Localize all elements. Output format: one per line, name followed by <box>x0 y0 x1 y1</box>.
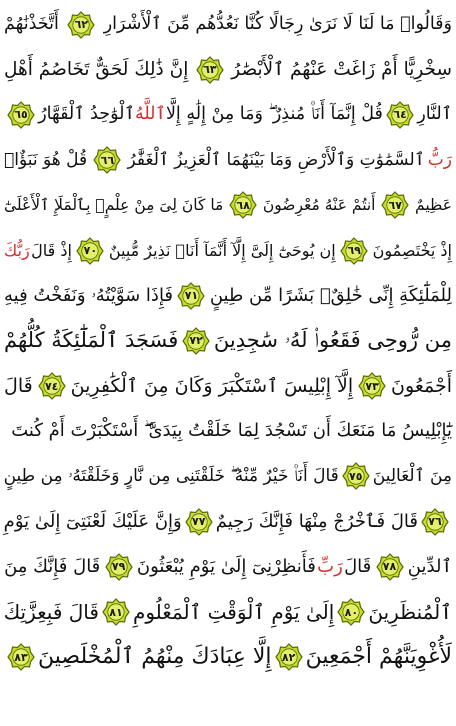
ayah-number: ٦٨ <box>236 198 250 212</box>
ayah-number: ٧٦ <box>428 515 442 529</box>
verse-text: سِخْرِيًّا أَمْ زَاغَتْ عَنْهُمُ ٱلْأَبْصَٰرُ <box>231 58 452 80</box>
verse-text: لِلْمَلَٰٓئِكَةِ إِنِّى خَٰلِقٌۢ بَشَرًا مِّن طِينٍ <box>209 284 452 306</box>
verse-line <box>4 47 452 92</box>
verse-line <box>4 2 452 47</box>
ayah-number-marker-icon <box>386 101 414 129</box>
divine-name-text: ٱللَّهُ <box>134 104 166 125</box>
verse-text: مِنَ ٱلْعَالِينَ <box>372 465 452 486</box>
verse-text: قَالَ فَٱخْرُجْ مِنْهَا فَإِنَّكَ رَجِيمٌ <box>215 510 418 532</box>
verse-line <box>4 589 452 634</box>
verse-line <box>4 409 452 454</box>
verse-text: قُلْ هُوَ نَبَؤٌا۟ <box>4 149 88 170</box>
verse-text: مِن رُّوحِى فَقَعُوا۟ لَهُۥ سَٰجِدِينَ <box>213 328 452 353</box>
verse-text: إِنَّ ذَٰلِكَ لَحَقٌّ تَخَاصُمُ أَهْلِ <box>4 58 189 80</box>
ayah-number-marker-icon <box>185 508 213 536</box>
verse-line <box>4 138 452 183</box>
verse-line <box>4 228 452 273</box>
ayah-number: ٨١ <box>109 605 123 619</box>
verse-text: إِلَّا عِبَادَكَ مِنْهُمُ ٱلْمُخْلَصِينَ <box>38 644 272 670</box>
ayah-number: ٧٠ <box>83 244 98 258</box>
ayah-number: ٧٣ <box>365 379 379 393</box>
ayah-number-marker-icon <box>67 11 95 39</box>
verse-text: قَالَ أَنَا۠ خَيْرٌ مِّنْهُ ۖ خَلَقْتَنِى مِن نَّارٍ وَخَلَقْتَهُۥ مِن طِينٍ <box>3 465 339 486</box>
ayah-number-marker-icon <box>358 372 386 400</box>
divine-name-text: رَبُّكَ <box>4 240 30 260</box>
verse-text: قُلْ إِنَّمَآ أَنَا۠ مُنذِرٌ ۖ وَمَا مِنْ إِلَٰهٍ إِلَّا <box>165 104 383 125</box>
verse-text: قَالَ <box>344 555 372 577</box>
ayah-number-marker-icon <box>229 191 257 219</box>
verse-text: فَأَنظِرْنِىٓ إِلَىٰ يَوْمِ يُبْعَثُونَ <box>136 555 316 577</box>
verse-line <box>4 635 452 680</box>
ayah-number-marker-icon <box>177 282 205 310</box>
ayah-number-marker-icon <box>105 553 133 581</box>
verse-text: ٱلسَّمَٰوَٰتِ وَٱلْأَرْضِ وَمَا بَيْنَهُمَا ٱلْعَزِيزُ ٱلْغَفَّٰرُ <box>127 149 425 170</box>
ayah-number-marker-icon <box>340 237 368 265</box>
ayah-number: ٨٠ <box>344 605 359 619</box>
ayah-number-marker-icon <box>337 598 365 626</box>
verse-text: قَالَ فَبِعِزَّتِكَ <box>3 600 99 625</box>
verse-text: ٱلدِّينِ <box>407 555 452 577</box>
verse-text: فَسَجَدَ ٱلْمَلَٰٓئِكَةُ كُلُّهُمْ <box>4 328 179 353</box>
verse-line <box>4 273 452 318</box>
ayah-number: ٦٦ <box>100 153 115 167</box>
verse-text: إِذْ قَالَ <box>31 240 72 260</box>
verse-text: قَالَ <box>4 374 33 397</box>
ayah-number-marker-icon <box>38 372 66 400</box>
verse-line <box>4 92 452 137</box>
ayah-number-marker-icon <box>342 462 370 490</box>
verse-text: أَنتُمْ عَنْهُ مُعْرِضُونَ <box>262 195 376 214</box>
verse-text: مَا كَانَ لِىَ مِنْ عِلْمٍۭ بِٱلْمَلَإِ ٱلْأَعْلَىٰٓ <box>4 195 224 214</box>
verse-line <box>4 364 452 409</box>
ayah-number-marker-icon <box>102 598 130 626</box>
verse-text: لَأُغْوِيَنَّهُمْ أَجْمَعِينَ <box>305 644 452 670</box>
ayah-number-marker-icon <box>76 237 104 265</box>
ayah-number: ٦٥ <box>14 108 28 122</box>
verse-text: فَإِذَا سَوَّيْتُهُۥ وَنَفَخْتُ فِيهِ <box>4 284 174 306</box>
ayah-number: ٧١ <box>184 289 199 303</box>
ayah-number-marker-icon <box>182 327 210 355</box>
verse-text: قَالَ فَإِنَّكَ مِنَ <box>4 555 101 577</box>
ayah-number: ٧٧ <box>192 515 206 529</box>
ayah-number: ٨٣ <box>14 650 28 664</box>
ayah-number: ٧٢ <box>189 334 203 348</box>
ayah-number: ٧٨ <box>382 560 397 574</box>
ayah-number: ٨٢ <box>281 650 296 664</box>
verse-line <box>4 183 452 228</box>
verse-text: يَٰٓإِبْلِيسُ مَا مَنَعَكَ أَن تَسْجُدَ لِمَا خَلَقْتُ بِيَدَىَّ ۖ أَسْتَكْبَرْتَ أَمْ كُنتَ <box>11 420 452 442</box>
verse-text: وَقَالُوا۟ مَا لَنَا لَا نَرَىٰ رِجَالًا كُنَّا نَعُدُّهُم مِّنَ ٱلْأَشْرَارِ <box>103 13 452 34</box>
ayah-number: ٧٥ <box>349 469 363 483</box>
verse-text: عَظِيمٌ <box>415 195 452 214</box>
verse-text: إِلَّآ إِبْلِيسَ ٱسْتَكْبَرَ وَكَانَ مِنَ ٱلْكَٰفِرِينَ <box>70 374 354 397</box>
divine-name-text: رَبِّ <box>317 555 343 577</box>
ayah-number-marker-icon <box>196 56 224 84</box>
ayah-number-marker-icon <box>93 146 121 174</box>
ayah-number-marker-icon <box>421 508 449 536</box>
ayah-number-marker-icon <box>7 101 35 129</box>
verse-text: إِلَىٰ يَوْمِ ٱلْوَقْتِ ٱلْمَعْلُومِ <box>132 600 335 625</box>
ayah-number: ٦٤ <box>393 108 407 122</box>
verse-text: أَجْمَعُونَ <box>391 374 452 397</box>
ayah-number: ٦٧ <box>388 198 402 212</box>
verse-line <box>4 454 452 499</box>
verse-text: ٱلْمُنظَرِينَ <box>368 600 452 625</box>
verse-text: ٱلْوَٰحِدُ ٱلْقَهَّارُ <box>38 104 135 125</box>
ayah-number: ٦٣ <box>203 63 217 77</box>
verse-text: ٱلنَّارِ <box>417 104 452 125</box>
ayah-number: ٧٤ <box>44 379 59 393</box>
ayah-number-marker-icon <box>7 643 35 671</box>
ayah-number: ٦٩ <box>347 244 361 258</box>
verse-line <box>4 544 452 589</box>
verse-text: إِن يُوحَىٰٓ إِلَىَّ إِلَّآ أَنَّمَآ أَنَا۠ نَذِيرٌ مُّبِينٌ <box>108 240 336 260</box>
ayah-number-marker-icon <box>376 553 404 581</box>
ayah-number: ٦٢ <box>74 18 88 32</box>
verse-line <box>4 318 452 363</box>
verse-text: وَإِنَّ عَلَيْكَ لَعْنَتِىٓ إِلَىٰ يَوْمِ <box>3 510 182 532</box>
divine-name-text: رَبُّ <box>427 149 452 170</box>
verse-text: أَتَّخَذْنَٰهُمْ <box>4 13 59 34</box>
ayah-number: ٧٩ <box>111 560 126 574</box>
ayah-number-marker-icon <box>275 643 303 671</box>
verse-text: إِذْ يَخْتَصِمُونَ <box>372 240 452 260</box>
ayah-number-marker-icon <box>381 191 409 219</box>
verse-line <box>4 499 452 544</box>
